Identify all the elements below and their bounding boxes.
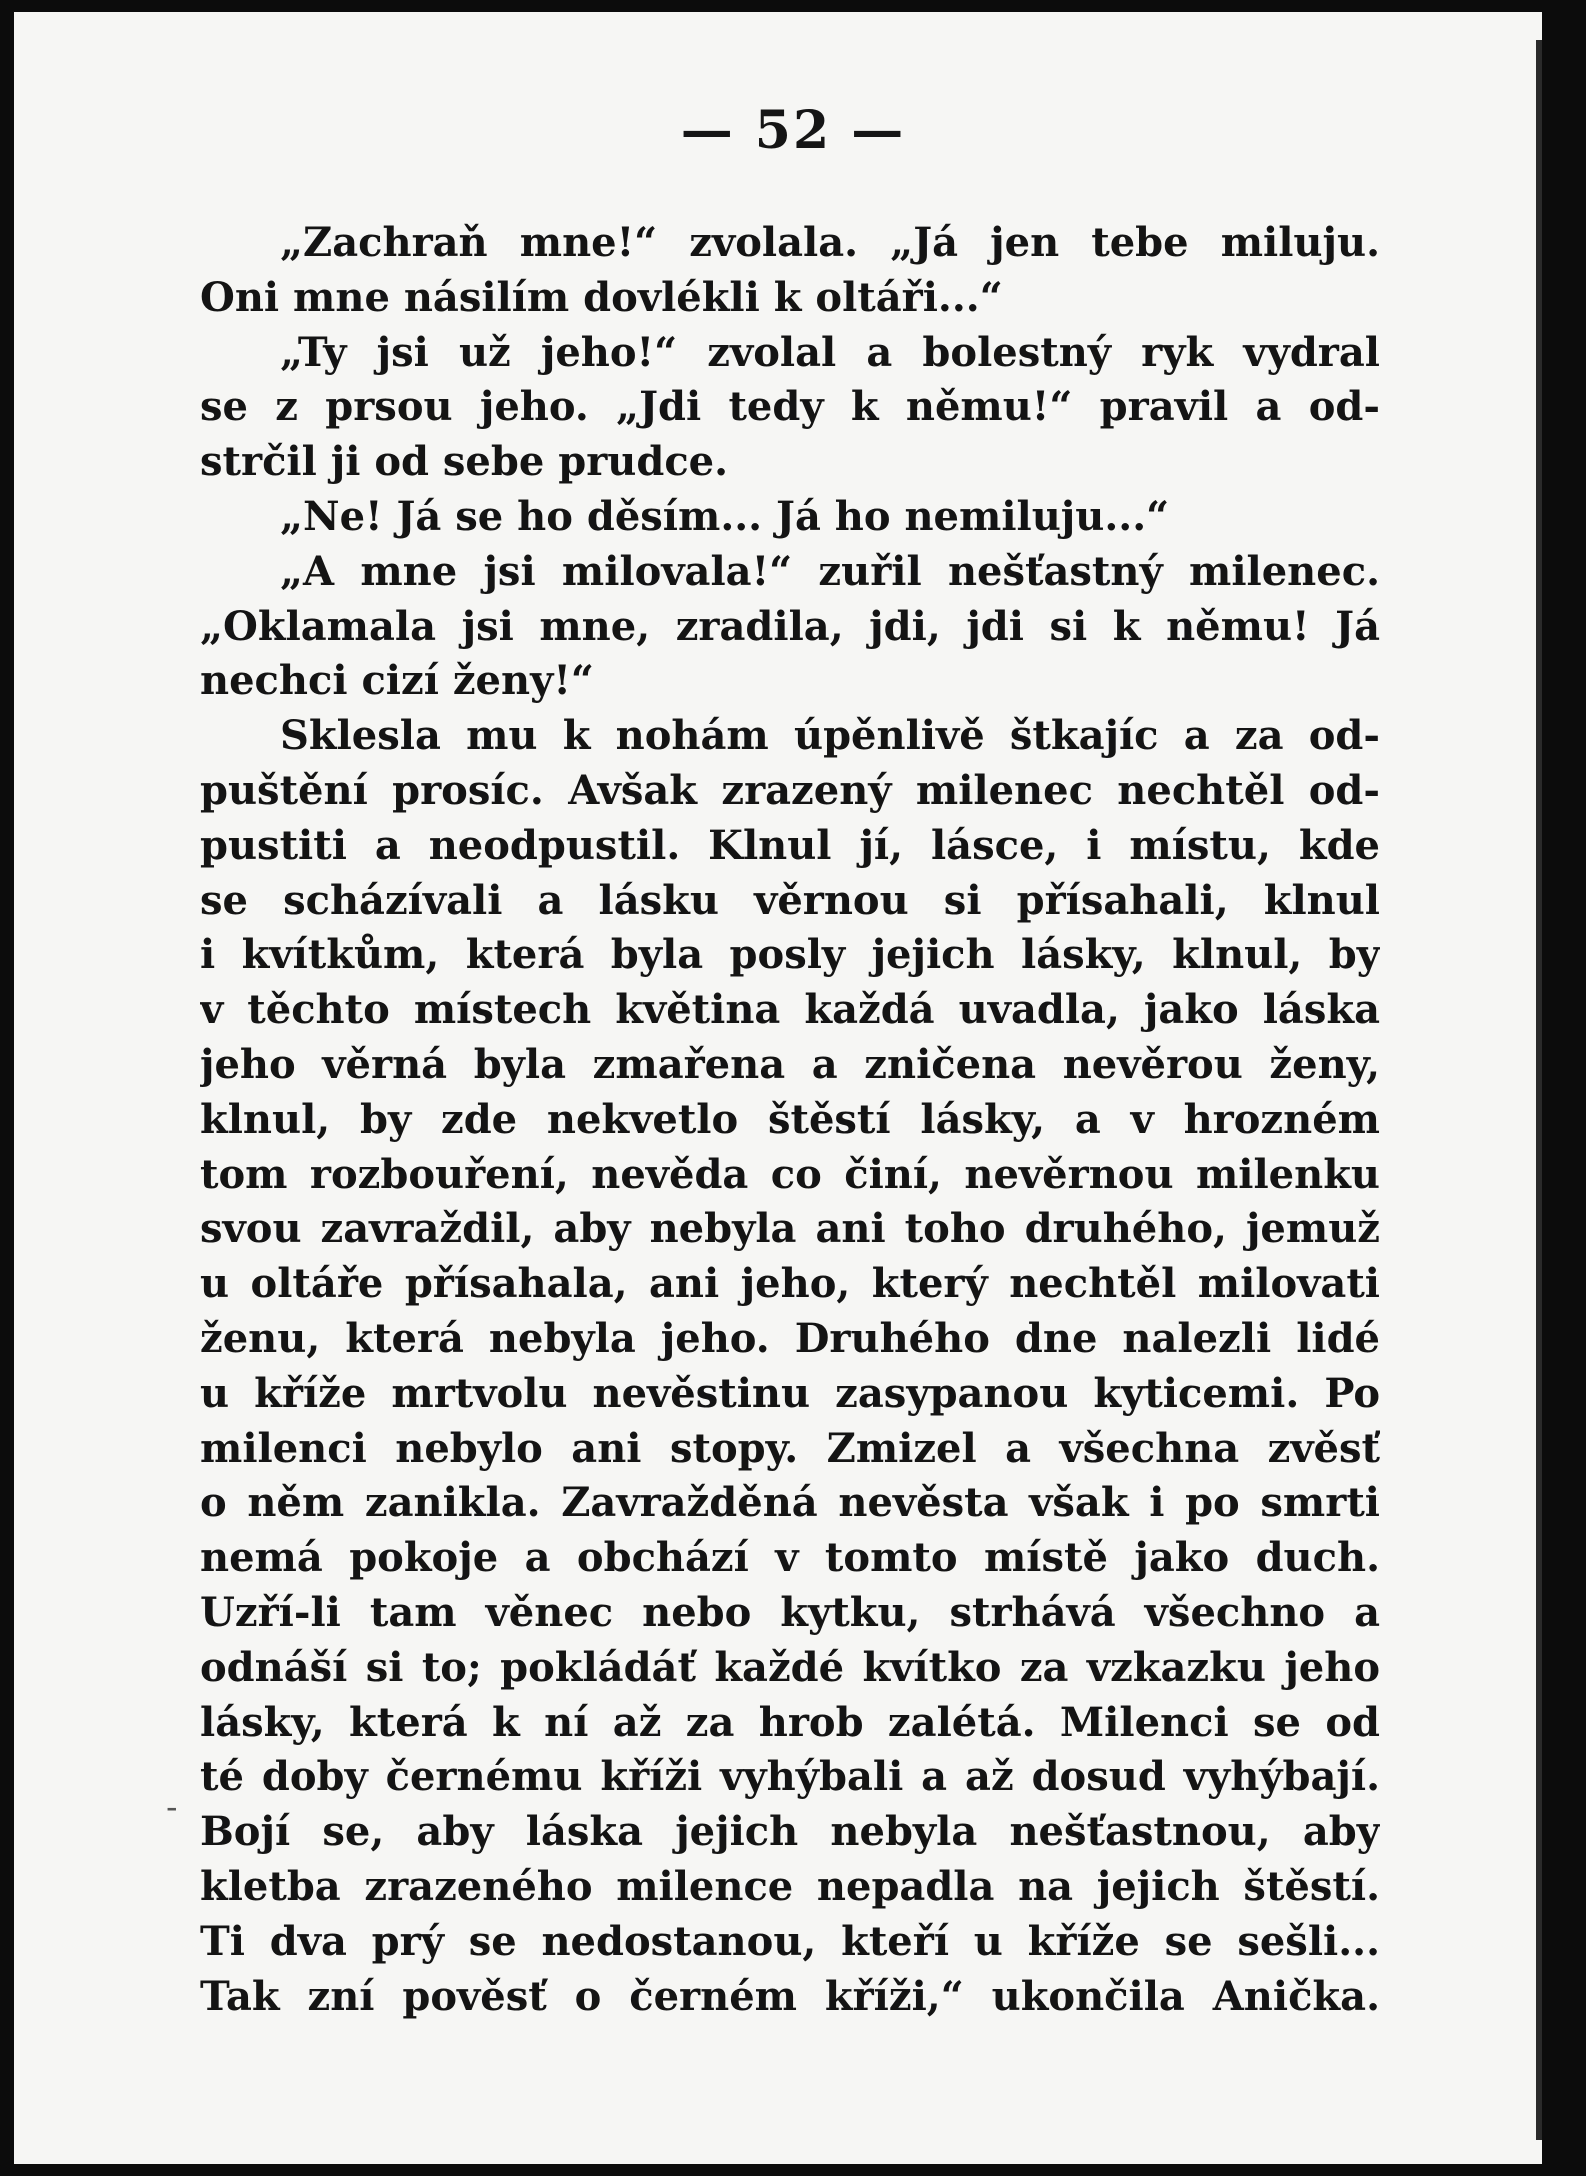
text-line: „Ty jsi už jeho!“ zvolal a bolestný ryk vydral [280, 328, 1380, 376]
text-line: Sklesla mu k nohám úpěnlivě štkajíc a za od- [280, 712, 1380, 760]
text-line: té doby černému kříži vyhýbali a až dosud vyhýbají. [200, 1753, 1380, 1801]
body-text [200, 216, 1380, 2024]
text-line: kletba zrazeného milence nepadla na jejich štěstí. [200, 1862, 1380, 1910]
text-line: i kvítkům, která byla posly jejich lásky, klnul, by [200, 931, 1380, 979]
text-line: svou zavraždil, aby nebyla ani toho druhého, jemuž [200, 1205, 1380, 1253]
text-line: Bojí se, aby láska jejich nebyla nešťastnou, aby [200, 1808, 1380, 1856]
text-line: strčil ji od sebe prudce. [200, 438, 729, 486]
scan-border-left [0, 0, 14, 2176]
scan-border-bottom [0, 2164, 1586, 2176]
text-line: jeho věrná byla zmařena a zničena nevěrou ženy, [200, 1040, 1380, 1088]
text-line: pustiti a neodpustil. Klnul jí, lásce, i místu, kde [200, 821, 1380, 869]
text-line: Tak zní pověsť o černém kříži,“ ukončila Anička. [200, 1972, 1380, 2020]
text-line: o něm zanikla. Zavražděná nevěsta však i po smrti [200, 1479, 1380, 1527]
page-number: — 52 — [680, 100, 906, 161]
text-line: tom rozbouření, nevěda co činí, nevěrnou milenku [200, 1150, 1380, 1198]
text-line: lásky, která k ní až za hrob zalétá. Milenci se od [200, 1698, 1380, 1746]
text-line: klnul, by zde nekvetlo štěstí lásky, a v hrozném [200, 1095, 1380, 1143]
text-line: Ti dva prý se nedostanou, kteří u kříže se sešli... [200, 1917, 1380, 1965]
text-line: u kříže mrtvolu nevěstinu zasypanou kyticemi. Po [200, 1369, 1380, 1417]
text-line: ženu, která nebyla jeho. Druhého dne nalezli lidé [200, 1314, 1380, 1362]
text-line: puštění prosíc. Avšak zrazený milenec nechtěl od- [200, 766, 1380, 814]
text-line: „A mne jsi milovala!“ zuřil nešťastný milenec. [280, 547, 1380, 595]
text-line: „Ne! Já se ho děsím... Já ho nemiluju...“ [280, 492, 1170, 540]
margin-mark: - [166, 1788, 178, 1826]
text-line: milenci nebylo ani stopy. Zmizel a všechna zvěsť [200, 1424, 1380, 1472]
text-line: odnáší si to; pokládáť každé kvítko za vzkazku jeho [200, 1643, 1380, 1691]
text-line: Uzří-li tam věnec nebo kytku, strhává všechno a [200, 1588, 1380, 1636]
text-line: v těchto místech květina každá uvadla, jako láska [200, 986, 1380, 1034]
text-line: Oni mne násilím dovlékli k oltáři...“ [200, 273, 1003, 321]
text-line: „Oklamala jsi mne, zradila, jdi, jdi si k němu! Já [200, 602, 1380, 650]
text-line: u oltáře přísahala, ani jeho, který nechtěl milovati [200, 1260, 1380, 1308]
text-line: nemá pokoje a obchází v tomto místě jako duch. [200, 1534, 1380, 1582]
scan-border-right [1542, 0, 1586, 2176]
text-line: „Zachraň mne!“ zvolala. „Já jen tebe miluju. [280, 219, 1380, 266]
text-line: se scházívali a lásku věrnou si přísahali, klnul [200, 876, 1380, 924]
text-line: nechci cizí ženy!“ [200, 657, 594, 705]
text-line: se z prsou jeho. „Jdi tedy k němu!“ pravil a od- [200, 383, 1380, 431]
